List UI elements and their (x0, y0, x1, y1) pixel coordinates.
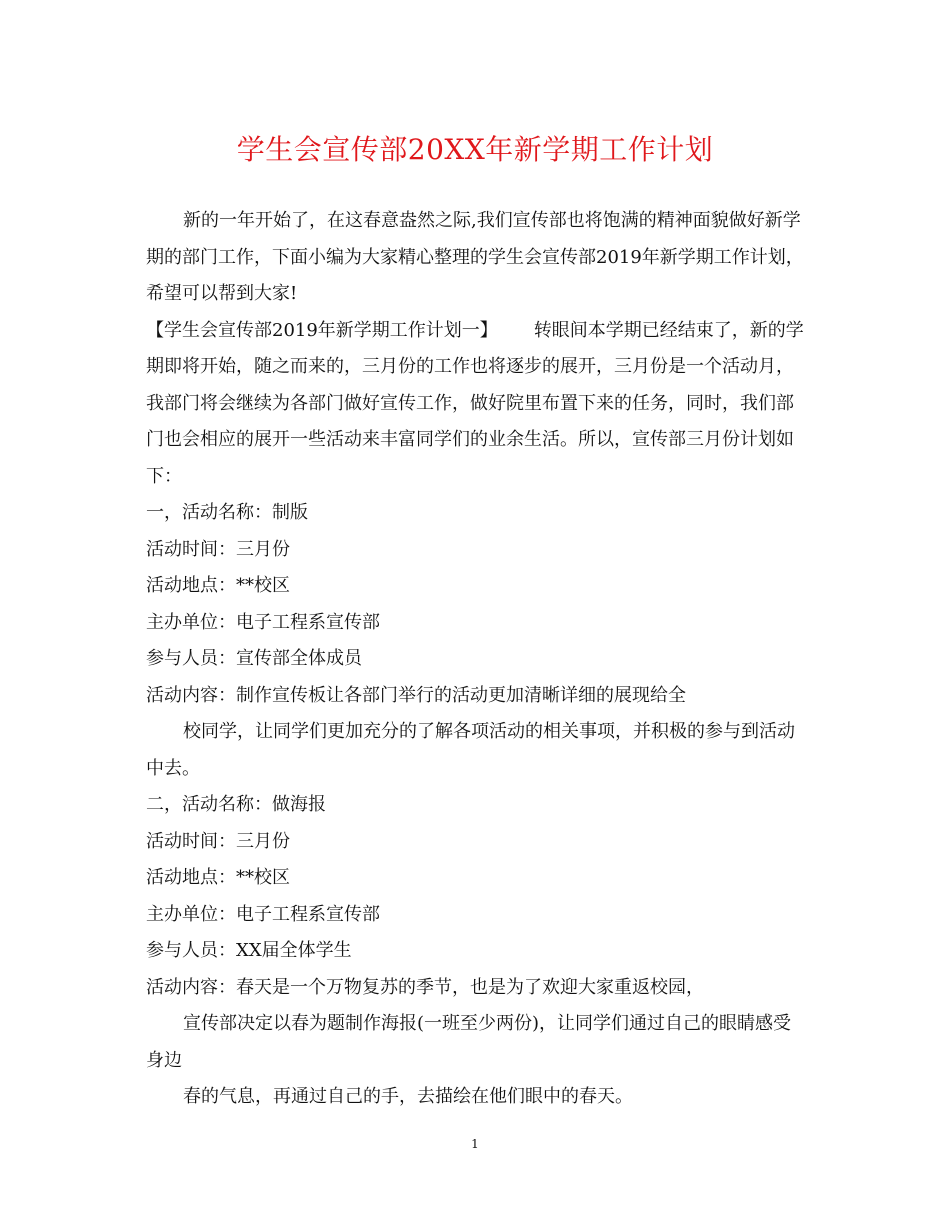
section-paragraph (146, 313, 808, 496)
activity1-time: 活动时间：三月份 (146, 538, 290, 560)
activity1-content-line2: 校同学，让同学们更加充分的了解各项活动的相关事项，并积极的参与到活动中去。 (146, 721, 795, 779)
activity2-place: 活动地点：**校区 (146, 867, 290, 888)
activity1-name: 一，活动名称：制版 (146, 502, 308, 523)
activity1-participants: 参与人员：宣传部全体成员 (146, 648, 362, 669)
intro-paragraph: 新的一年开始了，在这春意盎然之际,我们宣传部也将饱满的精神面貌做好新学期的部门工作，下面小编为大家精心整理的学生会宣传部2019年新学期工作计划，希望可以帮到大家! (146, 210, 804, 304)
activity2-organizer: 主办单位：电子工程系宣传部 (146, 903, 380, 925)
page-number: 1 (471, 1137, 479, 1151)
document-body (146, 203, 808, 1116)
activity2-content-line3: 春的气息，再通过自己的手，去描绘在他们眼中的春天。 (183, 1086, 633, 1107)
activity2-participants: 参与人员：XX届全体学生 (146, 940, 352, 961)
activity2-name: 二，活动名称：做海报 (146, 794, 326, 815)
activity2-time: 活动时间：三月份 (146, 830, 290, 852)
document-title: 学生会宣传部20XX年新学期工作计划 (236, 133, 714, 166)
section-intro: 转眼间本学期已经结束了，新的学期即将开始，随之而来的，三月份的工作也将逐步的展开，三月份是一个活动月，我部门将会继续为各部门做好宣传工作，做好院里布置下来的任务，同时，我们部门也会相应的展开一些活动来丰富同学们的业余生活。所以，宣传部三月份计划如下： (146, 319, 804, 487)
activity2-content-line1: 活动内容：春天是一个万物复苏的季节，也是为了欢迎大家重返校园， (146, 976, 704, 998)
activity1-organizer: 主办单位：电子工程系宣传部 (146, 611, 380, 633)
activity1-content-line1: 活动内容：制作宣传板让各部门举行的活动更加清晰详细的展现给全 (146, 684, 686, 706)
section-heading: 【学生会宣传部2019年新学期工作计划一】 (146, 319, 498, 341)
activity2-content-line2: 宣传部决定以春为题制作海报(一班至少两份)，让同学们通过自己的眼睛感受身边 (146, 1013, 792, 1071)
activity1-place: 活动地点：**校区 (146, 575, 290, 596)
